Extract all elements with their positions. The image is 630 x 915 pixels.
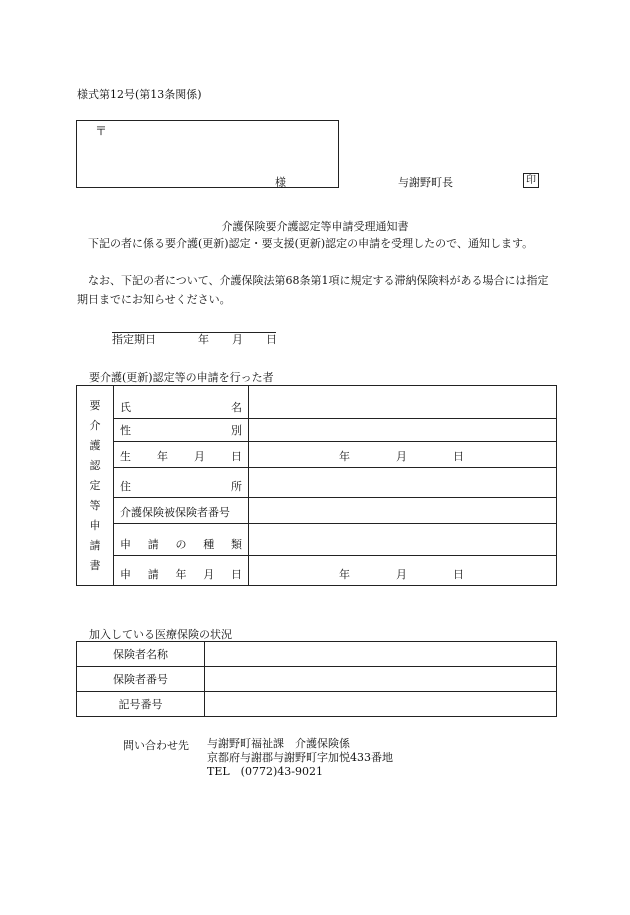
document-title: 介護保険要介護認定等申請受理通知書 [221,220,409,233]
postal-mark: 〒 [95,124,108,138]
contact-label: 問い合わせ先 [123,739,189,752]
application-type-value-cell [249,524,557,556]
side-char: 書 [89,558,101,572]
name-value-cell [249,386,557,419]
birth-label-cell: 生 年 月 日 [114,442,249,468]
side-char: 定 [89,478,101,492]
insurer-number-label: 保険者番号 [77,667,205,692]
recipient-address-box [76,120,339,188]
form-number: 様式第12号(第13条関係) [77,88,202,101]
recipient-honorific: 様 [275,176,286,189]
address-value-cell [249,468,557,498]
symbol-number-label: 記号番号 [77,692,205,717]
sex-value-cell [249,419,557,442]
deadline-label: 指定期日 [112,333,156,346]
contact-office: 与謝野町福祉課 介護保険係 [207,737,350,750]
sender-name: 与謝野町長 [398,176,453,189]
insurer-name-label: 保険者名称 [77,642,205,667]
contact-phone: TEL (0772)43-9021 [207,765,323,778]
seal-stamp: 印 [523,173,539,188]
address-label-cell: 住 所 [114,468,249,498]
insurer-name-value [205,642,557,667]
contact-details [207,737,393,779]
side-char: 要 [89,398,101,412]
insurer-number-value [205,667,557,692]
contact-address: 京都府与謝郡与謝野町字加悦433番地 [207,751,393,764]
side-char: 申 [89,518,101,532]
side-char: 護 [89,438,101,452]
deadline-year: 年 [198,333,209,346]
application-date-label-cell: 申 請 年 月 日 [114,556,249,586]
symbol-number-value [205,692,557,717]
insurance-section-heading: 加入している医療保険の状況 [89,628,232,641]
name-label-cell: 氏 名 [114,386,249,419]
sex-label-cell: 性 別 [114,419,249,442]
deadline-day: 日 [266,333,277,346]
applicant-table [76,385,557,586]
side-char: 請 [89,538,101,552]
insured-number-label-cell: 介護保険被保険者番号 [114,498,249,524]
body-paragraph-2: なお、下記の者について、介護保険法第68条第1項に規定する滞納保険料がある場合には指定期日までにお知らせください。 [77,274,549,306]
applicant-section-heading: 要介護(更新)認定等の申請を行った者 [89,371,274,384]
side-label-cell [77,386,114,586]
deadline-line [112,331,277,346]
side-char: 等 [89,498,101,512]
birth-value-cell: 年 月 日 [249,442,557,468]
insured-number-value-cell [249,498,557,524]
side-char: 介 [89,418,101,432]
deadline-month: 月 [232,333,243,346]
insurance-table [76,641,557,717]
application-type-label-cell: 申 請 の 種 類 [114,524,249,556]
application-date-value-cell: 年 月 日 [249,556,557,586]
side-char: 認 [89,458,101,472]
body-paragraph-1: 下記の者に係る要介護(更新)認定・要支援(更新)認定の申請を受理したので、通知します。 [88,237,534,250]
